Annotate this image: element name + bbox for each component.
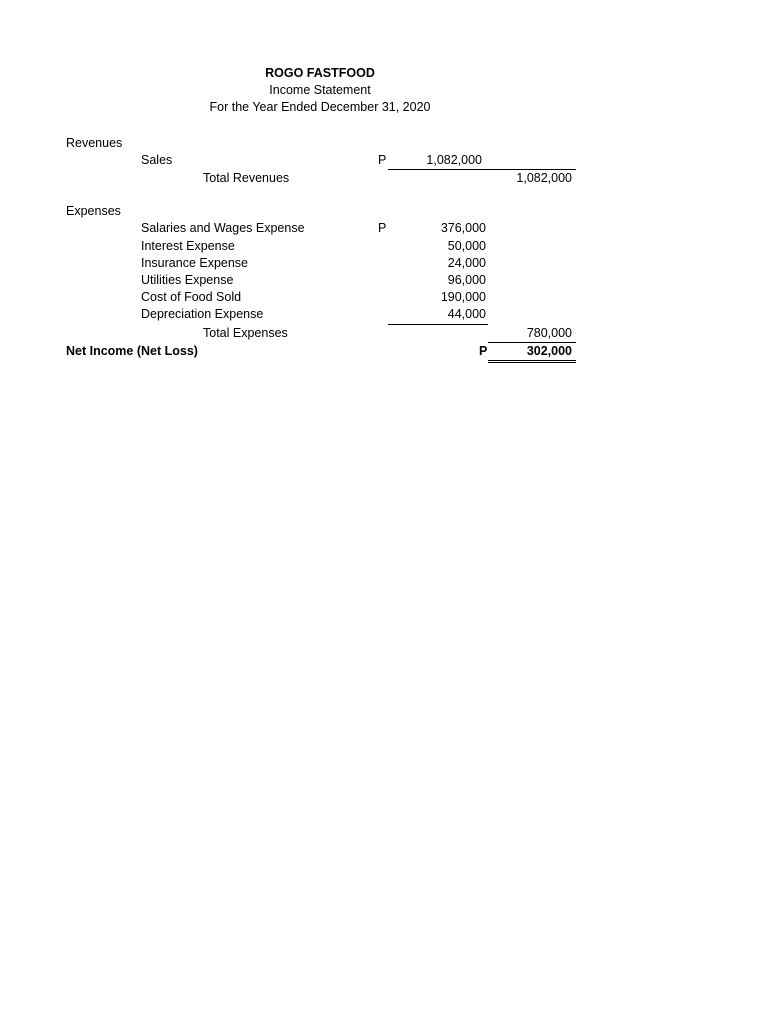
expense-item-amount: 376,000 [440, 221, 486, 235]
expense-item-amount: 96,000 [447, 273, 486, 287]
total-revenues-label: Total Revenues [203, 171, 290, 185]
expenses-subtotal-rule [388, 324, 488, 325]
net-income-label: Net Income (Net Loss) [66, 344, 198, 358]
expense-item-amount: 190,000 [440, 290, 486, 304]
company-name: ROGO FASTFOOD [265, 66, 375, 80]
net-income-amount: 302,000 [526, 344, 572, 358]
expense-item-amount: 24,000 [447, 256, 486, 270]
expense-item-label: Utilities Expense [141, 273, 234, 287]
total-revenues-amount: 1,082,000 [516, 171, 572, 185]
expense-item-label: Salaries and Wages Expense [141, 221, 305, 235]
net-income-double-rule-top [488, 360, 576, 361]
revenue-item-label: Sales [141, 153, 173, 167]
expense-item-label: Insurance Expense [141, 256, 249, 270]
total-expenses-label: Total Expenses [203, 326, 288, 340]
expense-item-label: Depreciation Expense [141, 307, 264, 321]
revenues-heading: Revenues [66, 136, 123, 150]
total-expenses-amount: 780,000 [526, 326, 572, 340]
net-income-double-rule-bottom [488, 362, 576, 363]
net-income-currency-symbol: P [479, 344, 488, 358]
statement-title: Income Statement [269, 83, 371, 97]
expense-item-label: Interest Expense [141, 239, 235, 253]
expenses-heading: Expenses [66, 204, 121, 218]
expense-item-amount: 50,000 [447, 239, 486, 253]
revenue-currency-symbol: P [378, 153, 387, 167]
expenses-currency-symbol: P [378, 221, 387, 235]
expense-item-label: Cost of Food Sold [141, 290, 242, 304]
expense-item-amount: 44,000 [447, 307, 486, 321]
revenue-item-amount: 1,082,000 [426, 153, 482, 167]
statement-period: For the Year Ended December 31, 2020 [209, 100, 431, 114]
